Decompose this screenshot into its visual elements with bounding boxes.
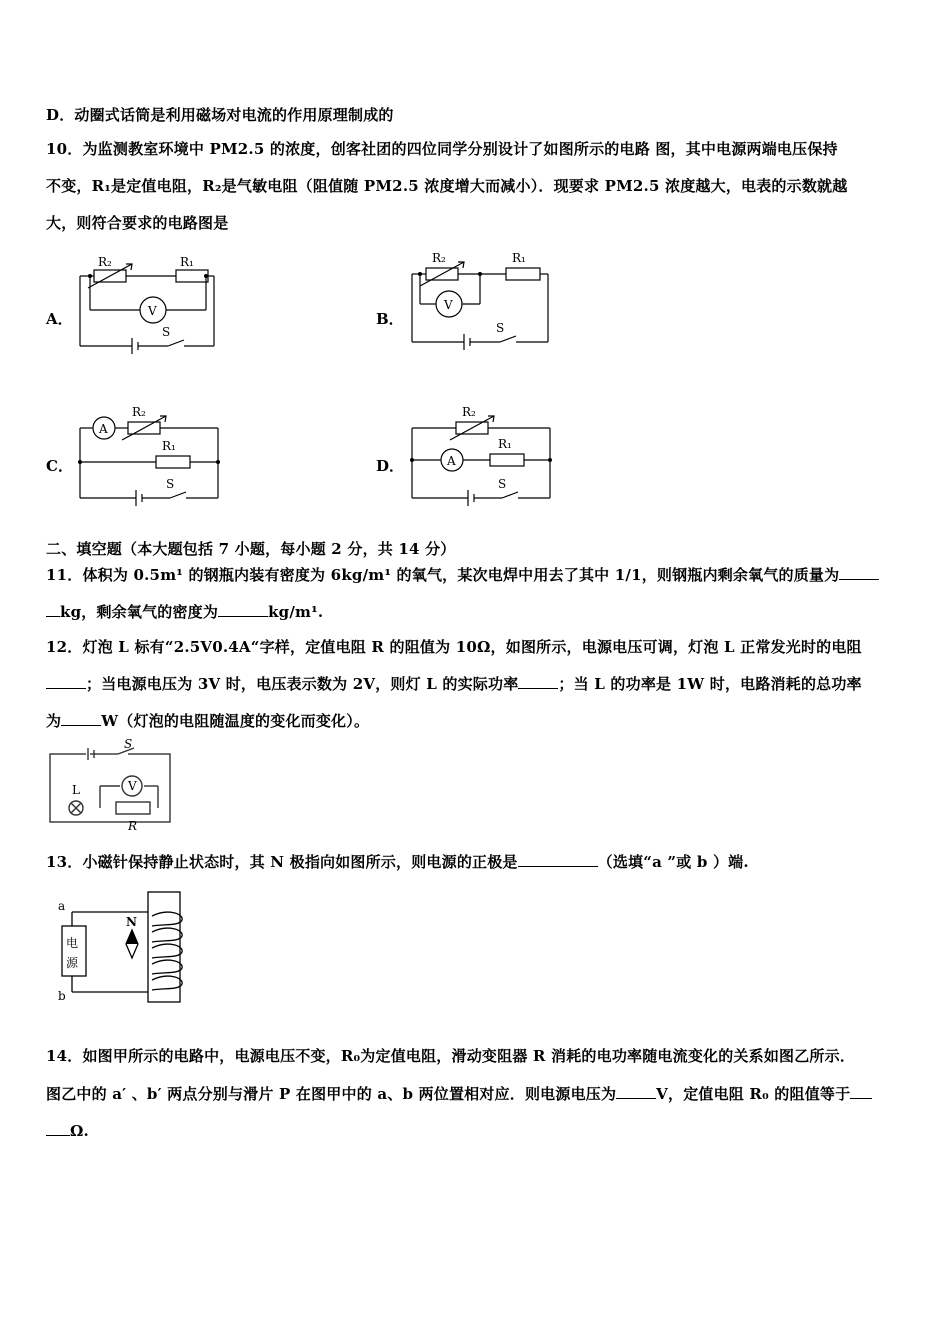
voltmeter-label: V (148, 304, 157, 318)
q14-line-2 (46, 1083, 872, 1104)
ammeter-label: A (447, 454, 456, 468)
q12-line-1: 12．灯泡 L 标有“2.5V0.4A“字样，定值电阻 R 的阻值为 10Ω，如图所示，电源电压可调，灯泡 L 正常发光时的电阻 (46, 638, 862, 656)
section-2-heading: 二、填空题（本大题包括 7 小题，每小题 2 分，共 14 分） (46, 540, 456, 558)
circuit-diagram-d (408, 400, 558, 505)
q11-blank-1[interactable] (839, 565, 879, 580)
q14-text-2b: V，定值电阻 R₀ 的阻值等于 (656, 1085, 851, 1103)
north-pole-label: N (126, 915, 137, 929)
q11-blank-2[interactable] (218, 602, 268, 617)
voltmeter-label: V (444, 298, 453, 312)
q14-blank-2-cont[interactable] (46, 1121, 70, 1136)
switch-label: S (498, 477, 507, 491)
q12-line-3 (46, 710, 369, 731)
circuit-diagram-b (408, 248, 558, 353)
lamp-label: L (72, 783, 80, 797)
q13-text-a: 13．小磁针保持静止状态时，其 N 极指向如图所示，则电源的正极是 (46, 853, 518, 871)
r2-label: R₂ (432, 251, 446, 265)
r1-label: R₁ (498, 437, 512, 451)
q14-line-1: 14．如图甲所示的电路中，电源电压不变，R₀为定值电阻，滑动变阻器 R 消耗的电功率随电流变化的关系如图乙所示． (46, 1047, 856, 1065)
voltmeter-label: V (128, 779, 137, 793)
q12-circuit-diagram (44, 737, 178, 833)
q14-blank-1[interactable] (616, 1084, 656, 1099)
r1-label: R₁ (180, 255, 194, 269)
q13-solenoid-diagram (52, 886, 202, 1006)
terminal-b-label: b (58, 989, 66, 1003)
q12-blank-1[interactable] (46, 674, 86, 689)
q11-line-1 (46, 564, 879, 585)
q11-line-2 (46, 601, 323, 622)
q11-text-2a: kg，剩余氧气的密度为 (60, 603, 219, 621)
power-source-char-2: 源 (66, 956, 79, 970)
switch-label: S (162, 325, 171, 339)
q10-line-2: 不变，R₁是定值电阻，R₂是气敏电阻（阻值随 PM2.5 浓度增大而减小）．现要求 PM2.5 浓度越大，电表的示数就越 (46, 177, 848, 195)
q12-text-2a: ；当电源电压为 3V 时，电压表示数为 2V，则灯 L 的实际功率 (86, 675, 519, 693)
q13-text-b: （选填“a ”或 b ）端. (597, 853, 749, 871)
q11-text: 11．体积为 0.5m¹ 的钢瓶内装有密度为 6kg/m¹ 的氧气，某次电焊中用去了其中 1/1，则钢瓶内剩余氧气的质量为 (46, 566, 840, 584)
q10-option-b-label: B． (376, 310, 404, 328)
q12-text-3a: 为 (46, 712, 62, 730)
ammeter-label: A (99, 422, 108, 436)
q10-option-c-label: C． (46, 457, 73, 475)
r2-label: R₂ (98, 255, 112, 269)
q14-line-3 (46, 1121, 89, 1140)
q14-blank-2[interactable] (850, 1084, 872, 1099)
q14-text-3: Ω. (70, 1122, 89, 1140)
q12-blank-2[interactable] (518, 674, 558, 689)
circuit-diagram-a (76, 248, 221, 358)
switch-label: S (124, 737, 133, 751)
r1-label: R₁ (512, 251, 526, 265)
q11-text-2b: kg/m¹. (268, 603, 324, 621)
q12-blank-3[interactable] (61, 711, 101, 726)
q12-text-2b: ；当 L 的功率是 1W 时，电路消耗的总功率 (558, 675, 862, 693)
r2-label: R₂ (132, 405, 146, 419)
r2-label: R₂ (462, 405, 476, 419)
q10-line-1: 10．为监测教室环境中 PM2.5 的浓度，创客社团的四位同学分别设计了如图所示的电路 图，其中电源两端电压保持 (46, 140, 838, 158)
switch-label: S (496, 321, 505, 335)
q11-blank-1-cont[interactable] (46, 602, 60, 617)
q13-line (46, 851, 749, 872)
q9-option-d: D．动圈式话筒是利用磁场对电流的作用原理制成的 (46, 106, 394, 124)
r1-label: R₁ (162, 439, 176, 453)
resistor-label: R (128, 819, 138, 833)
q10-option-d-label: D． (376, 457, 405, 475)
q12-line-2 (46, 673, 862, 694)
power-source-char-1: 电 (66, 936, 79, 950)
q14-text-2a: 图乙中的 a′ 、b′ 两点分别与滑片 P 在图甲中的 a、b 两位置相对应．则电源电压为 (46, 1085, 617, 1103)
terminal-a-label: a (58, 899, 66, 913)
q10-line-3: 大，则符合要求的电路图是 (46, 214, 229, 232)
switch-label: S (166, 477, 175, 491)
q10-option-a-label: A． (46, 310, 73, 328)
circuit-diagram-c (76, 400, 226, 505)
q12-text-3b: W（灯泡的电阻随温度的变化而变化）。 (101, 712, 370, 730)
q13-blank[interactable] (518, 852, 598, 867)
